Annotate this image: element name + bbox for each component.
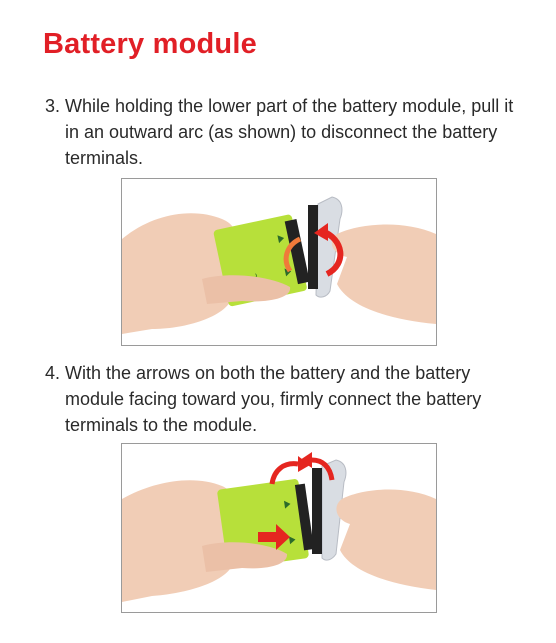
push-arrow-shaft — [258, 532, 276, 542]
step-text: With the arrows on both the battery and the battery module facing toward you, firmly connect the battery terminals to the module. — [65, 363, 482, 435]
hands-connecting-battery-illustration — [122, 444, 436, 612]
page-title: Battery module — [43, 28, 257, 60]
step-number: 4. — [45, 363, 61, 383]
hands-removing-battery-illustration — [122, 179, 436, 345]
module-terminal — [312, 468, 322, 554]
disconnect-battery-photo — [121, 178, 437, 346]
step-text: While holding the lower part of the battery module, pull it in an outward arc (as shown) to disconnect the battery terminals. — [65, 96, 514, 168]
connect-battery-photo — [121, 443, 437, 613]
module-terminal — [308, 205, 318, 289]
right-hand — [336, 490, 436, 590]
right-hand — [332, 225, 436, 324]
step-number: 3. — [45, 96, 61, 116]
